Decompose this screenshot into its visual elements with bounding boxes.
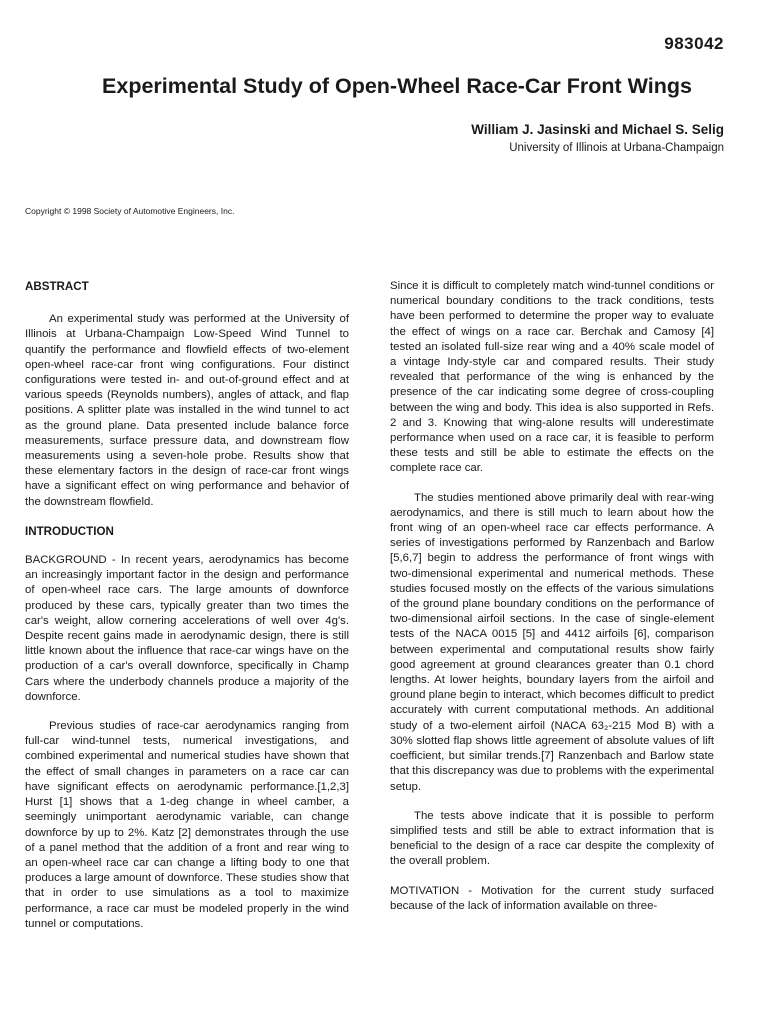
left-column [25,279,349,932]
abstract-heading: ABSTRACT [25,280,89,293]
motivation-paragraph: MOTIVATION - Motivation for the current study surfaced because of the lack of information available on three- [390,884,714,912]
paper-title: Experimental Study of Open-Wheel Race-Car Front Wings [102,74,692,98]
affiliation: University of Illinois at Urbana-Champaign [509,142,724,154]
previous-studies-paragraph: Previous studies of race-car aerodynamics ranging from full-car wind-tunnel tests, numerical investigations, and combined experimental and numerical studies have shown that the effect of small changes in parameters on a race car can have significant effects on aerodynamic performance.[1,2,3] Hurst [1] shows that a 1-deg change in wheel camber, a seemingly unimportant aerodynamic variable, can change downforce by up to 2%. Katz [2] demonstrates through the use of a panel method that the addition of a front and rear wing to an open-wheel race car can change a lifting body to one that produces a large amount of downforce. These studies show that that in order to use simulations as a tool to maximize performance, a race car must be modeled properly in the wind tunnel or computations. [25,720,349,930]
authors: William J. Jasinski and Michael S. Selig [471,122,724,137]
copyright-notice: Copyright © 1998 Society of Automotive Engineers, Inc. [25,206,235,216]
right-column [390,279,714,914]
paper-number: 983042 [664,34,724,53]
paragraph-simplified-tests: The tests above indicate that it is possible to perform simplified tests and still be able to extract information that is beneficial to the design of a race car despite the complexity of the overall problem. [390,809,714,868]
background-paragraph: BACKGROUND - In recent years, aerodynamics has become an increasingly important factor in the design and performance of open-wheel race cars. The large amounts of downforce produced by these cars, typically greater than two times the car's weight, allow cornering accelerations of well over 4g's. Despite recent gains made in aerodynamic design, there is still little known about the influence that race-car wings have on the production of a car's overall downforce, specifically in Champ Cars where the underbody channels produce a majority of the downforce. [25,554,349,703]
paragraph-front-wing-studies: The studies mentioned above primarily deal with rear-wing aerodynamics, and there is still much to learn about how the front wing of an open-wheel race car effects performance. A series of investigations performed by Ranzenbach and Barlow [5,6,7] begin to address the performance of front wings with two-dimensional experimental and numerical methods. These studies focused mostly on the effects of the various simulations of the ground plane boundary conditions on the performance of two-dimensional airfoil sections. In the case of single-element tests of the NACA 0015 [5] and 4412 airfoils [6], comparison between experimental and computational results show fairly good agreement at ground clearances greater than 0.1 chord lengths. At lower heights, boundary layers from the airfoil and ground plane begin to interact, which becomes difficult to predict accurately with current computational methods. An additional study of a two-element airfoil (NACA 63₂-215 Mod B) with a 30% slotted flap shows little agreement of absolute values of lift coefficient, but similar trends.[7] Ranzenbach and Barlow state that this discrepancy was due to problems with the experimental setup. [390,491,714,793]
abstract-text: An experimental study was performed at the University of Illinois at Urbana-Champaign Low-Speed Wind Tunnel to quantify the performance and flowfield effects of two-element open-wheel race-car front wing configurations. Four distinct configurations were tested in- and out-of-ground effect and at various speeds (Reynolds numbers), angles of attack, and flap positions. A splitter plate was installed in the wind tunnel to act as the ground plane. Data presented include balance force measurements, surface pressure data, and downstream flow measurements using a seven-hole probe. Results show that these elementary factors in the design of race-car front wings have a significant effect on wing performance and behavior of the downstream flowfield. [25,313,349,508]
introduction-heading: INTRODUCTION [25,524,114,538]
paragraph-matching-conditions: Since it is difficult to completely match wind-tunnel conditions or numerical boundary conditions to the track conditions, tests have been performed to determine the proper way to evaluate the effect of wings on a race car. Berchak and Camosy [4] tested an isolated full-size rear wing and a 40% scale model of a vintage Indy-style car and compared results. Their study revealed that performance of the wing is enhanced by the presence of the car indicating some degree of cross-coupling between the wing and body. This idea is also supported in Refs. 2 and 3. Knowing that wing-alone results will underestimate performance when used on a race car, it is feasible to perform these tests and still be able to estimate the effects on the complete race car. [390,280,714,475]
